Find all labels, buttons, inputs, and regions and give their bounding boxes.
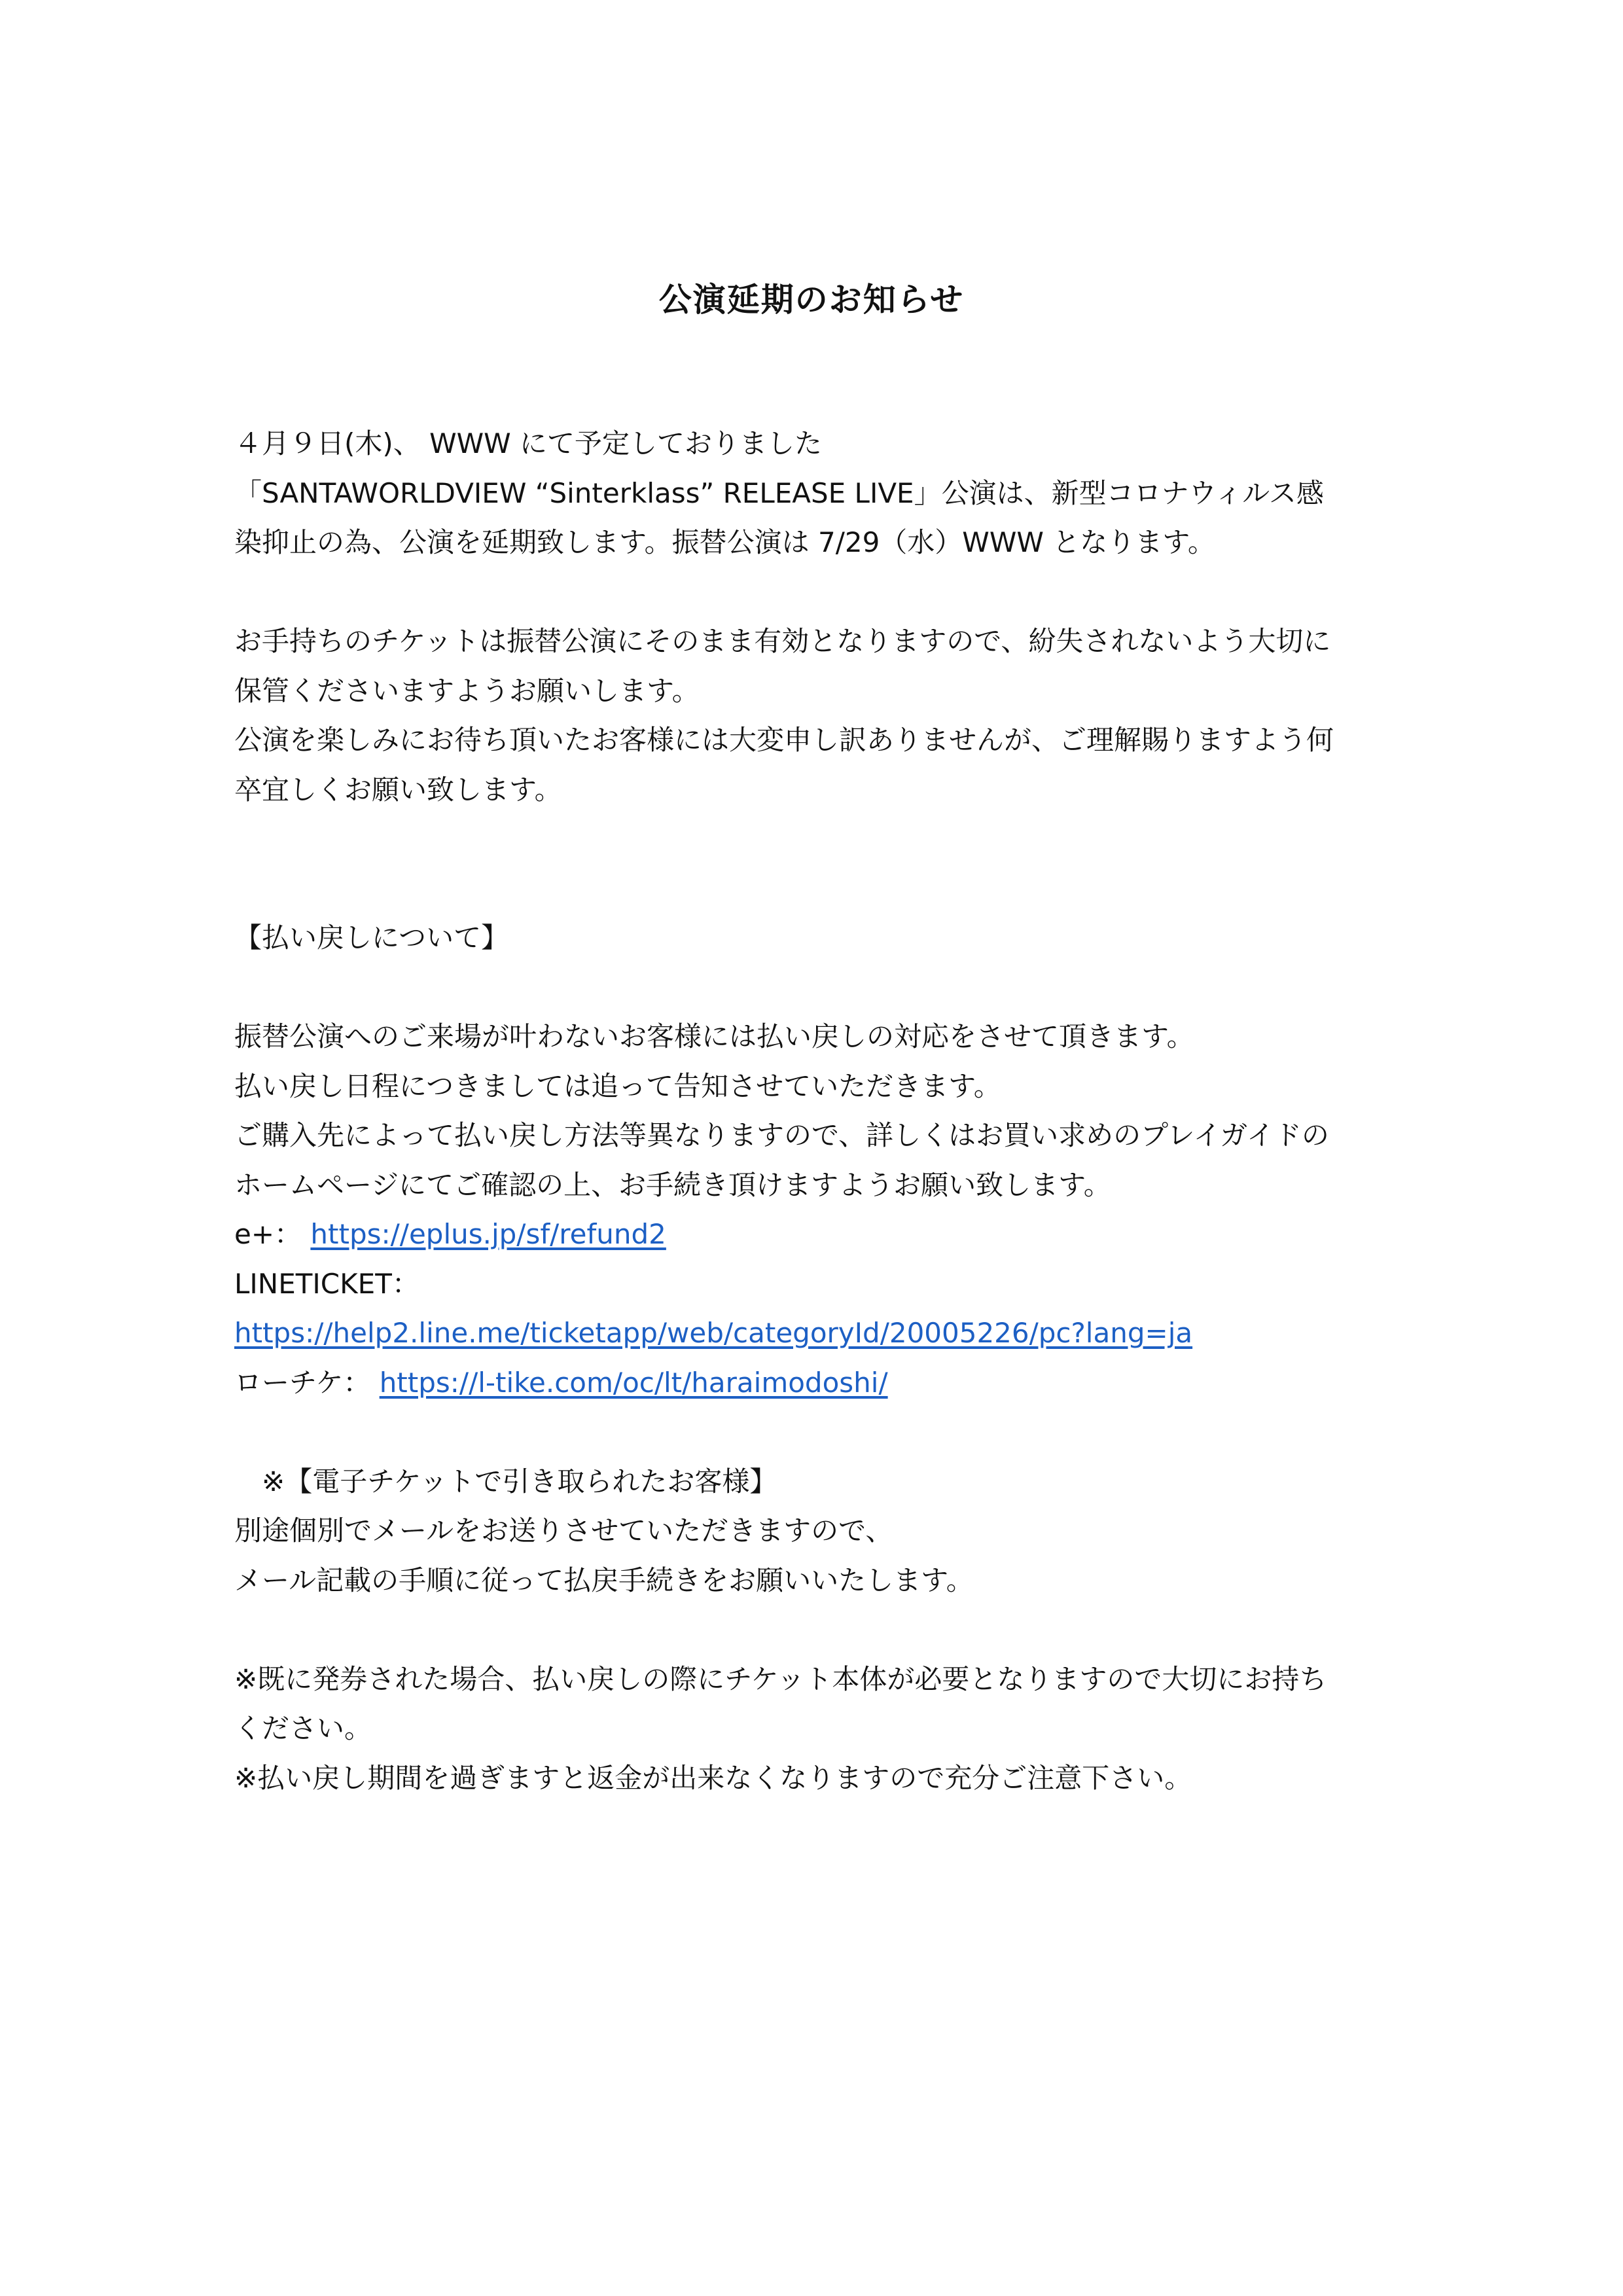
ticket-notice-paragraph [234,617,1412,814]
spacer [234,1407,1412,1457]
refund-heading: 【払い戻しについて】 [234,922,509,954]
note-line: ※払い戻し期間を過ぎますと返金が出来なくなりますので充分ご注意下さい。 [234,1761,1192,1794]
eplus-row [234,1210,1412,1259]
spacer [234,567,1412,617]
e-ticket-line: 別途個別でメールをお送りさせていただきますので、 [234,1515,893,1547]
spacer [234,814,1412,864]
e-ticket-section [234,1457,1412,1605]
note-line: ※既に発券された場合、払い戻しの際にチケット本体が必要となりますので大切にお持ち [234,1662,1327,1695]
note-line: ください。 [234,1712,372,1744]
lineticket-label: LINETICKET： [234,1267,419,1300]
ticket-notice-line: お手持ちのチケットは振替公演にそのまま有効となりますので、紛失されないよう大切に [234,625,1331,657]
intro-line: 「SANTAWORLDVIEW “Sinterklass” RELEASE LIVE」公演は、新型コロナウィルス感 [234,476,1324,509]
eplus-refund-link[interactable]: https://eplus.jp/sf/refund2 [310,1218,666,1250]
lineticket-refund-link[interactable]: https://help2.line.me/ticketapp/web/categoryId/20005226/pc?lang=ja [234,1317,1193,1349]
ticket-notice-line: 卒宜しくお願い致します。 [234,773,562,806]
e-ticket-heading: ※【電子チケットで引き取られたお客様】 [262,1465,777,1498]
refund-line: ホームページにてご確認の上、お手続き頂けますようお願い致します。 [234,1168,1111,1201]
ticket-notice-line: 保管くださいますようお願いします。 [234,674,700,707]
refund-line: ご購入先によって払い戻し方法等異なりますので、詳しくはお買い求めのプレイガイドの [234,1119,1329,1151]
intro-line: ４月９日(木)、 WWW にて予定しておりました [234,427,823,459]
refund-line: 振替公演へのご来場が叶わないお客様には払い戻しの対応をさせて頂きます。 [234,1020,1194,1052]
ticket-notice-line: 公演を楽しみにお待ち頂いたお客様には大変申し訳ありませんが、ご理解賜りますよう何 [234,724,1334,756]
refund-paragraph [234,1012,1412,1210]
spacer [234,1605,1412,1655]
intro-paragraph [234,419,1412,567]
page-title: 公演延期のお知らせ [658,281,965,319]
refund-line: 払い戻し日程につきましては追って告知させていただきます。 [234,1069,1001,1102]
lineticket-row [234,1308,1412,1358]
eplus-label: e+： [234,1218,302,1250]
lawson-refund-link[interactable]: https://l-tike.com/oc/lt/haraimodoshi/ [379,1366,888,1399]
document-body [234,419,1412,1803]
spacer [234,864,1412,914]
spacer [234,963,1412,1013]
lawson-row [234,1358,1412,1408]
intro-line: 染抑止の為、公演を延期致します。振替公演は 7/29（水）WWW となります。 [234,526,1215,558]
notes-section [234,1655,1412,1803]
lawson-label: ローチケ： [234,1366,371,1399]
e-ticket-line: メール記載の手順に従って払戻手続きをお願いいたします。 [234,1564,974,1596]
